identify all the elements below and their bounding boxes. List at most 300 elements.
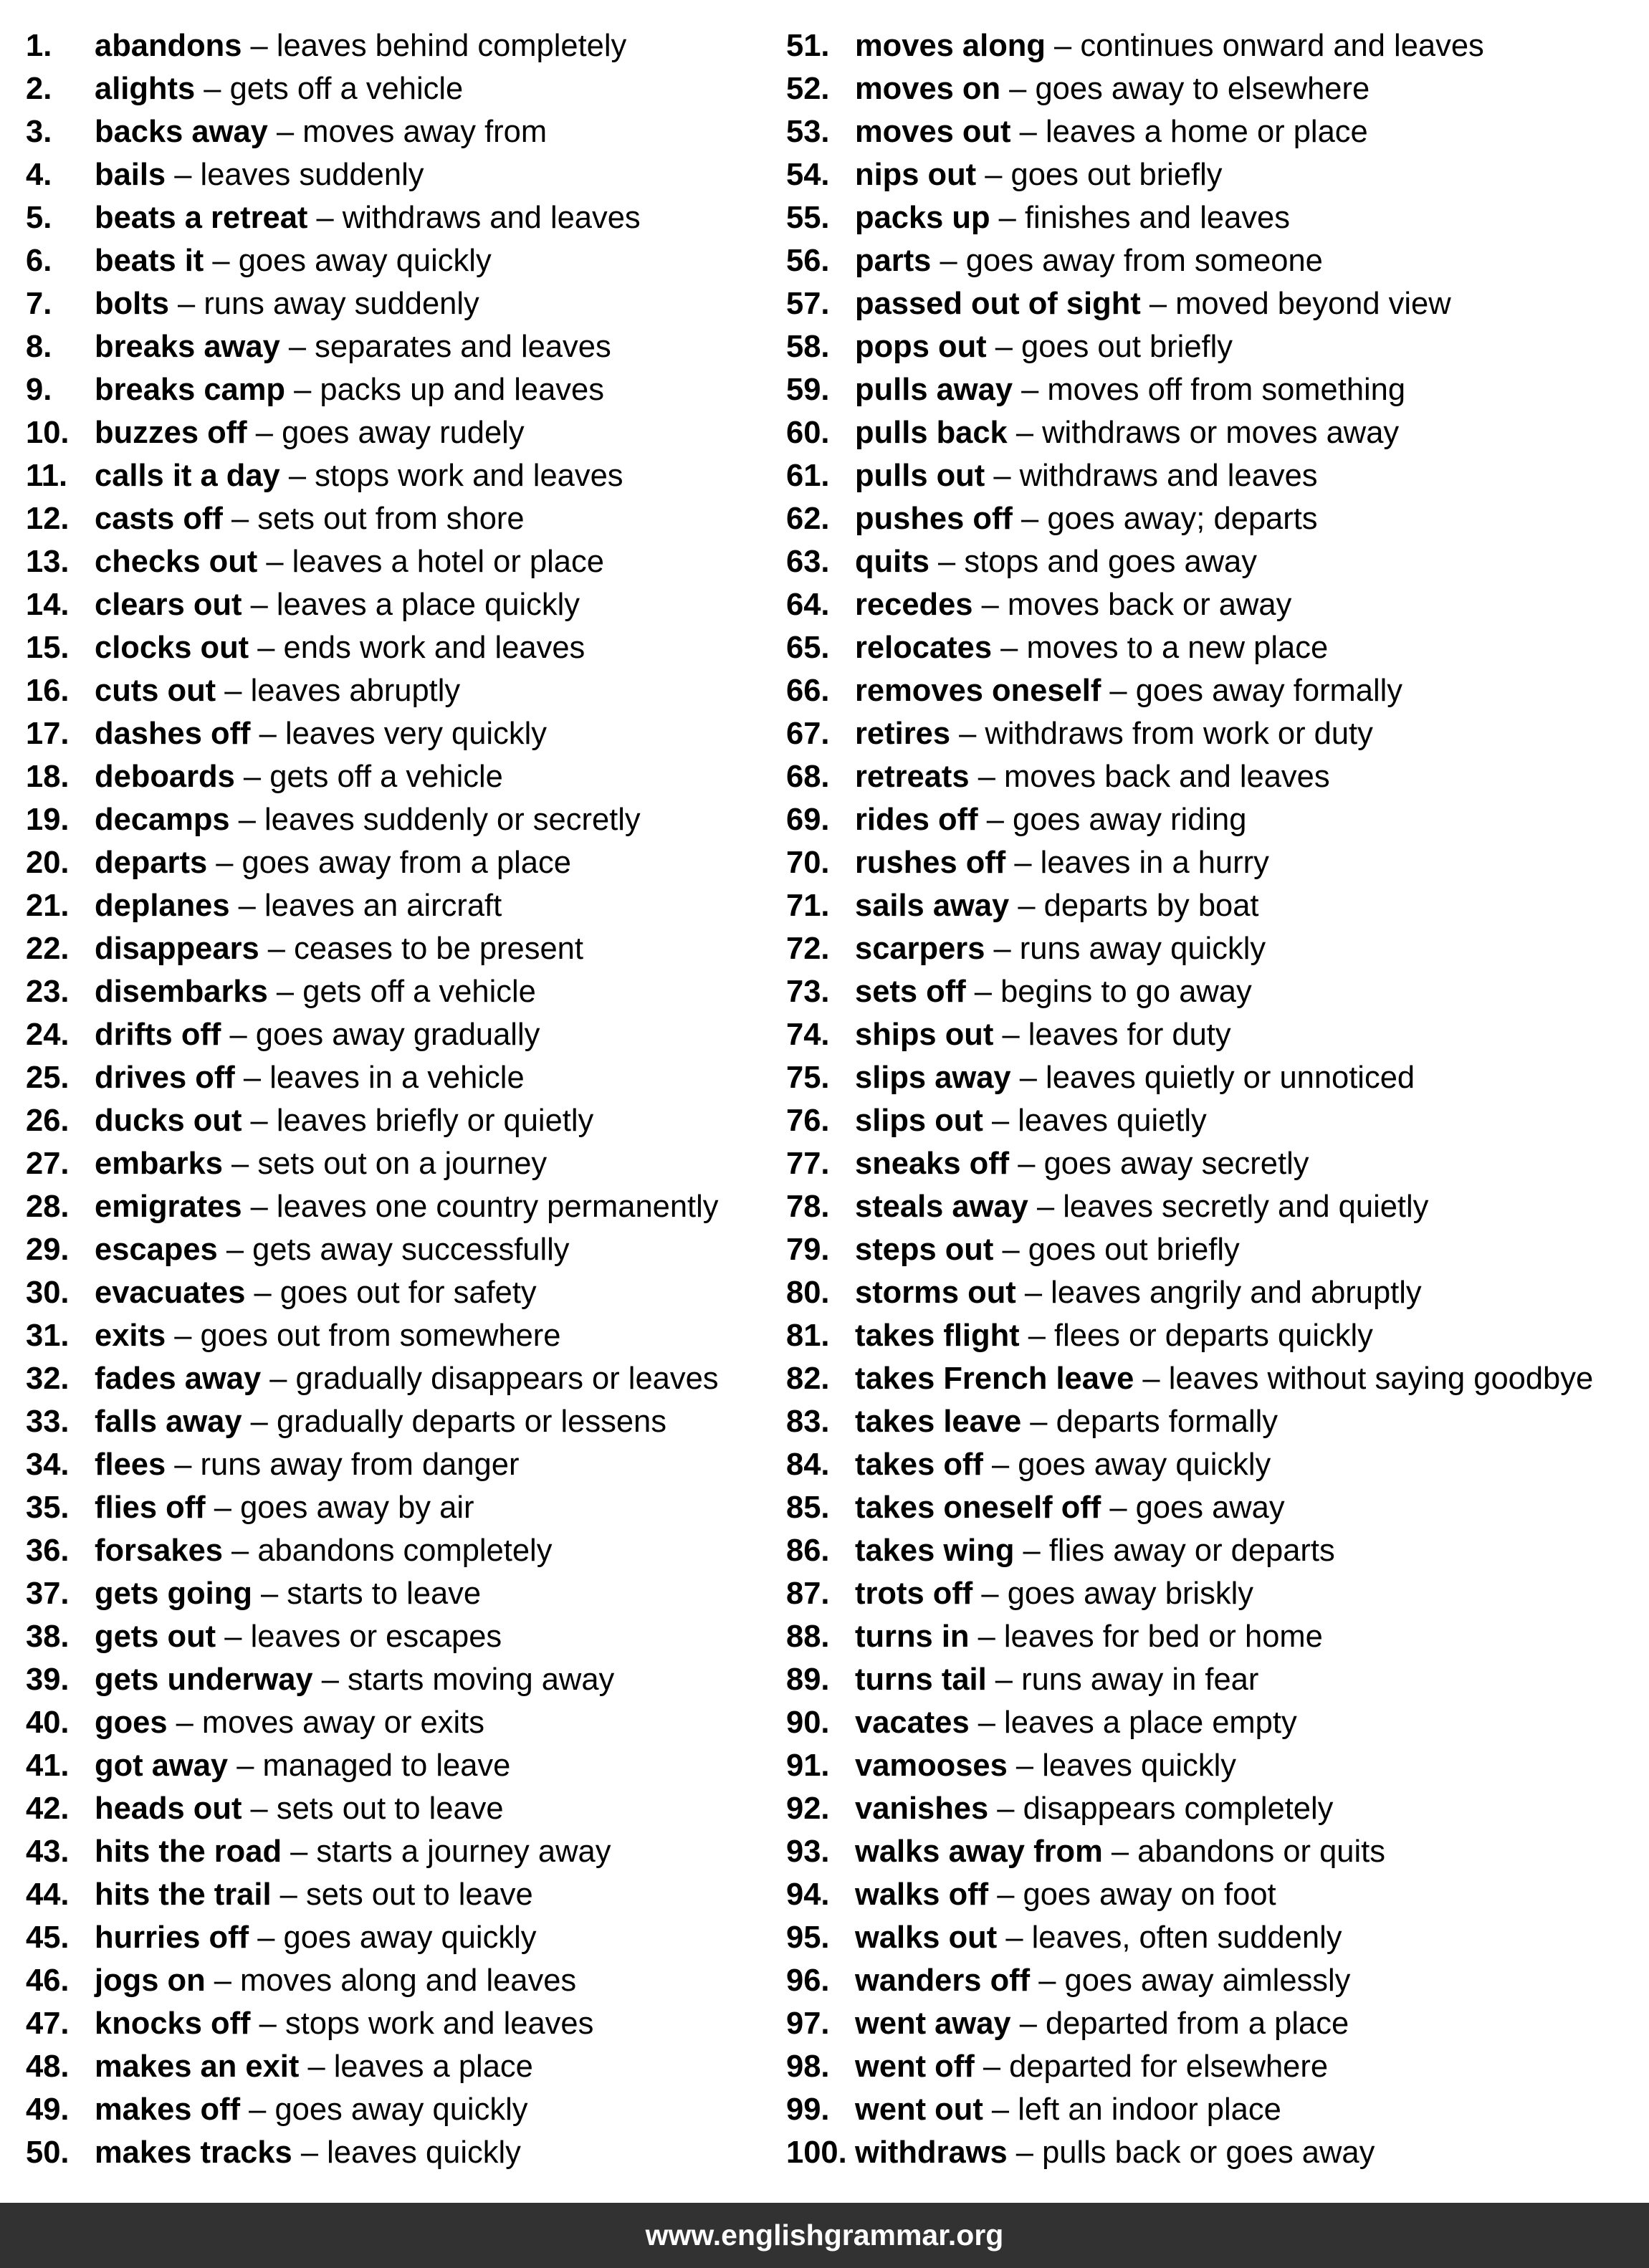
entry-separator: – xyxy=(1036,1190,1055,1224)
entry-term: moves along xyxy=(855,29,1046,63)
list-item xyxy=(26,1529,771,1572)
entry-separator: – xyxy=(316,201,334,235)
entry-definition: stops work and leaves xyxy=(315,459,623,493)
entry-number: 87. xyxy=(786,1576,830,1611)
entry-term: sneaks off xyxy=(855,1147,1010,1181)
list-item xyxy=(786,368,1639,411)
entry-separator: – xyxy=(1015,2135,1033,2170)
entry-number: 61. xyxy=(786,459,830,493)
entry-separator: – xyxy=(991,1104,1010,1138)
entry-number: 16. xyxy=(26,674,70,708)
entry-definition: leaves a hotel or place xyxy=(292,545,604,579)
entry-definition: finishes and leaves xyxy=(1024,201,1290,235)
entry-separator: – xyxy=(1002,1233,1020,1267)
entry-term: deboards xyxy=(95,760,235,794)
entry-term: ships out xyxy=(855,1018,994,1052)
entry-separator: – xyxy=(279,1877,297,1912)
entry-term: beats it xyxy=(95,244,204,278)
list-item xyxy=(26,2131,771,2174)
entry-definition: goes away quickly xyxy=(1018,1448,1271,1482)
list-item xyxy=(786,1529,1639,1572)
entry-term: takes off xyxy=(855,1448,983,1482)
entry-term: emigrates xyxy=(95,1190,242,1224)
entry-term: abandons xyxy=(95,29,242,63)
entry-definition: gets off a vehicle xyxy=(269,760,503,794)
entry-separator: – xyxy=(236,1748,254,1783)
list-item xyxy=(786,1787,1639,1830)
entry-definition: runs away from danger xyxy=(200,1448,520,1482)
list-item xyxy=(26,1873,771,1916)
entry-separator: – xyxy=(276,115,295,149)
entry-definition: gets away successfully xyxy=(252,1233,570,1267)
entry-term: decamps xyxy=(95,803,230,837)
entry-number: 3. xyxy=(26,115,52,149)
entry-number: 80. xyxy=(786,1276,830,1310)
entry-term: turns tail xyxy=(855,1662,987,1697)
entry-term: sets off xyxy=(855,975,966,1009)
entry-number: 94. xyxy=(786,1877,830,1912)
entry-term: turns in xyxy=(855,1619,970,1654)
list-item xyxy=(786,1314,1639,1357)
list-item xyxy=(26,1013,771,1056)
entry-number: 90. xyxy=(786,1705,830,1740)
entry-term: removes oneself xyxy=(855,674,1101,708)
entry-definition: starts a journey away xyxy=(316,1834,611,1869)
entry-definition: managed to leave xyxy=(262,1748,511,1783)
entry-separator: – xyxy=(249,2092,267,2127)
list-item xyxy=(26,411,771,454)
entry-definition: leaves a place xyxy=(333,2049,533,2084)
list-item xyxy=(786,153,1639,196)
entry-separator: – xyxy=(1038,1963,1056,1998)
entry-number: 4. xyxy=(26,158,52,192)
list-item xyxy=(26,1400,771,1443)
list-item xyxy=(786,2131,1639,2174)
entry-number: 13. xyxy=(26,545,70,579)
list-item xyxy=(786,1400,1639,1443)
entry-term: moves on xyxy=(855,72,1001,106)
entry-term: slips away xyxy=(855,1061,1011,1095)
entry-definition: goes away quickly xyxy=(283,1920,537,1955)
list-item xyxy=(786,970,1639,1013)
entry-term: beats a retreat xyxy=(95,201,308,235)
entry-separator: – xyxy=(250,588,268,622)
list-item xyxy=(786,712,1639,755)
entry-number: 28. xyxy=(26,1190,70,1224)
entry-separator: – xyxy=(981,588,999,622)
entry-term: hits the trail xyxy=(95,1877,272,1912)
list-item xyxy=(786,1873,1639,1916)
list-item xyxy=(26,1701,771,1744)
list-item xyxy=(786,1357,1639,1400)
entry-term: pulls away xyxy=(855,373,1013,407)
entry-term: steps out xyxy=(855,1233,994,1267)
entry-number: 99. xyxy=(786,2092,830,2127)
entry-separator: – xyxy=(250,1190,268,1224)
list-item xyxy=(786,1916,1639,1959)
entry-definition: goes away quickly xyxy=(274,2092,528,2127)
list-item xyxy=(786,1271,1639,1314)
entry-definition: goes away from a place xyxy=(242,846,571,880)
entry-separator: – xyxy=(216,846,234,880)
entry-definition: stops and goes away xyxy=(964,545,1257,579)
entry-separator: – xyxy=(978,1619,995,1654)
entry-term: dashes off xyxy=(95,717,251,751)
entry-number: 79. xyxy=(786,1233,830,1267)
entry-definition: sets out on a journey xyxy=(257,1147,548,1181)
list-item xyxy=(26,2002,771,2045)
list-item xyxy=(786,2045,1639,2088)
list-item xyxy=(26,841,771,884)
entry-definition: leaves angrily and abruptly xyxy=(1051,1276,1422,1310)
entry-definition: leaves in a vehicle xyxy=(269,1061,525,1095)
entry-number: 69. xyxy=(786,803,830,837)
entry-term: bolts xyxy=(95,287,169,321)
entry-term: takes French leave xyxy=(855,1362,1134,1396)
entry-number: 92. xyxy=(786,1791,830,1826)
entry-term: parts xyxy=(855,244,932,278)
entry-separator: – xyxy=(993,459,1011,493)
entry-number: 30. xyxy=(26,1276,70,1310)
list-item xyxy=(26,1357,771,1400)
entry-number: 57. xyxy=(786,287,830,321)
entry-definition: leaves one country permanently xyxy=(276,1190,719,1224)
entry-number: 66. xyxy=(786,674,830,708)
entry-definition: starts moving away xyxy=(347,1662,615,1697)
list-item xyxy=(786,1142,1639,1185)
entry-definition: leaves quietly or unnoticed xyxy=(1046,1061,1415,1095)
entry-number: 40. xyxy=(26,1705,70,1740)
list-item xyxy=(786,1658,1639,1701)
entry-definition: moves back or away xyxy=(1007,588,1292,622)
entry-separator: – xyxy=(1142,1362,1160,1396)
entry-number: 12. xyxy=(26,502,70,536)
entry-separator: – xyxy=(231,502,249,536)
footer-url: www.englishgrammar.org xyxy=(645,2219,1004,2252)
entry-definition: goes out briefly xyxy=(1021,330,1233,364)
entry-separator: – xyxy=(1028,1319,1046,1353)
entry-separator: – xyxy=(991,2092,1010,2127)
entry-definition: goes away by air xyxy=(240,1491,474,1525)
entry-definition: leaves behind completely xyxy=(276,29,627,63)
entry-definition: leaves secretly and quietly xyxy=(1063,1190,1429,1224)
entry-separator: – xyxy=(224,674,242,708)
entry-term: ducks out xyxy=(95,1104,242,1138)
entry-term: walks out xyxy=(855,1920,998,1955)
entry-definition: withdraws or moves away xyxy=(1042,416,1400,450)
entry-term: slips out xyxy=(855,1104,983,1138)
entry-term: gets out xyxy=(95,1619,216,1654)
entry-number: 42. xyxy=(26,1791,70,1826)
entry-definition: begins to go away xyxy=(1000,975,1252,1009)
list-item xyxy=(26,1314,771,1357)
entry-number: 34. xyxy=(26,1448,70,1482)
entry-separator: – xyxy=(204,72,221,106)
entry-definition: goes away on foot xyxy=(1023,1877,1276,1912)
list-item xyxy=(26,196,771,239)
entry-definition: goes away from someone xyxy=(965,244,1323,278)
entry-definition: moves off from something xyxy=(1047,373,1406,407)
entry-number: 35. xyxy=(26,1491,70,1525)
entry-term: knocks off xyxy=(95,2006,251,2041)
entry-term: retreats xyxy=(855,760,970,794)
entry-term: cuts out xyxy=(95,674,216,708)
list-item xyxy=(26,669,771,712)
list-item xyxy=(786,1056,1639,1099)
list-item xyxy=(26,970,771,1013)
entry-separator: – xyxy=(214,1491,231,1525)
entry-number: 29. xyxy=(26,1233,70,1267)
entry-term: makes an exit xyxy=(95,2049,300,2084)
list-item xyxy=(786,884,1639,927)
entry-term: breaks camp xyxy=(95,373,285,407)
entry-number: 44. xyxy=(26,1877,70,1912)
list-item xyxy=(786,1615,1639,1658)
entry-number: 17. xyxy=(26,717,70,751)
entry-number: 49. xyxy=(26,2092,70,2127)
entry-definition: sets out to leave xyxy=(305,1877,533,1912)
entry-definition: leaves suddenly or secretly xyxy=(264,803,641,837)
entry-term: went away xyxy=(855,2006,1011,2041)
entry-term: pulls out xyxy=(855,459,985,493)
entry-term: gets underway xyxy=(95,1662,313,1697)
entry-number: 58. xyxy=(786,330,830,364)
entry-term: trots off xyxy=(855,1576,973,1611)
entry-term: heads out xyxy=(95,1791,242,1826)
entry-separator: – xyxy=(1019,2006,1037,2041)
entry-separator: – xyxy=(1109,1491,1127,1525)
entry-definition: goes away rudely xyxy=(282,416,525,450)
entry-term: disembarks xyxy=(95,975,268,1009)
entry-definition: leaves without saying goodbye xyxy=(1168,1362,1594,1396)
entry-separator: – xyxy=(243,760,262,794)
entry-separator: – xyxy=(259,2006,277,2041)
entry-separator: – xyxy=(1014,846,1032,880)
entry-number: 14. xyxy=(26,588,70,622)
entry-number: 65. xyxy=(786,631,830,665)
entry-definition: disappears completely xyxy=(1023,1791,1334,1826)
entry-definition: sets out from shore xyxy=(257,502,525,536)
entry-term: recedes xyxy=(855,588,973,622)
list-item xyxy=(26,1142,771,1185)
entry-number: 25. xyxy=(26,1061,70,1095)
list-item xyxy=(26,153,771,196)
entry-definition: departs by boat xyxy=(1043,889,1259,923)
list-item xyxy=(26,497,771,540)
entry-term: disappears xyxy=(95,932,259,966)
entry-term: hurries off xyxy=(95,1920,249,1955)
entry-number: 8. xyxy=(26,330,52,364)
list-item xyxy=(786,1185,1639,1228)
list-item xyxy=(26,755,771,798)
entry-separator: – xyxy=(266,545,284,579)
entry-separator: – xyxy=(238,803,256,837)
entry-definition: stops work and leaves xyxy=(285,2006,594,2041)
entry-term: alights xyxy=(95,72,196,106)
entry-number: 33. xyxy=(26,1405,70,1439)
entry-separator: – xyxy=(991,1448,1010,1482)
entry-separator: – xyxy=(267,932,285,966)
entry-number: 53. xyxy=(786,115,830,149)
list-item xyxy=(786,2088,1639,2131)
entry-definition: gets off a vehicle xyxy=(302,975,536,1009)
entry-term: evacuates xyxy=(95,1276,246,1310)
list-item xyxy=(786,1744,1639,1787)
entry-separator: – xyxy=(997,1877,1015,1912)
entry-definition: departed from a place xyxy=(1045,2006,1349,2041)
entry-number: 41. xyxy=(26,1748,70,1783)
entry-definition: separates and leaves xyxy=(315,330,611,364)
entry-number: 19. xyxy=(26,803,70,837)
list-item xyxy=(26,325,771,368)
entry-term: takes flight xyxy=(855,1319,1020,1353)
entry-definition: leaves quickly xyxy=(327,2135,521,2170)
entry-separator: – xyxy=(959,717,977,751)
entry-term: drives off xyxy=(95,1061,235,1095)
entry-number: 63. xyxy=(786,545,830,579)
list-item xyxy=(786,1959,1639,2002)
entry-number: 77. xyxy=(786,1147,830,1181)
entry-number: 89. xyxy=(786,1662,830,1697)
list-item xyxy=(786,1701,1639,1744)
entry-separator: – xyxy=(1111,1834,1129,1869)
entry-definition: ends work and leaves xyxy=(283,631,585,665)
entry-term: checks out xyxy=(95,545,258,579)
entry-term: buzzes off xyxy=(95,416,247,450)
entry-definition: goes away quickly xyxy=(238,244,492,278)
entry-separator: – xyxy=(261,1576,279,1611)
entry-term: clears out xyxy=(95,588,242,622)
entry-separator: – xyxy=(998,201,1016,235)
list-item xyxy=(26,1959,771,2002)
list-item xyxy=(26,67,771,110)
list-item xyxy=(786,669,1639,712)
entry-number: 15. xyxy=(26,631,70,665)
list-item xyxy=(26,927,771,970)
entry-term: breaks away xyxy=(95,330,280,364)
entry-term: takes oneself off xyxy=(855,1491,1101,1525)
entry-number: 10. xyxy=(26,416,70,450)
entry-separator: – xyxy=(1021,373,1039,407)
list-item xyxy=(26,1271,771,1314)
entry-separator: – xyxy=(938,545,956,579)
entry-number: 46. xyxy=(26,1963,70,1998)
entry-number: 27. xyxy=(26,1147,70,1181)
entry-term: flies off xyxy=(95,1491,206,1525)
entry-separator: – xyxy=(290,1834,308,1869)
entry-number: 76. xyxy=(786,1104,830,1138)
entry-term: jogs on xyxy=(95,1963,206,1998)
entry-term: pops out xyxy=(855,330,987,364)
list-item xyxy=(26,24,771,67)
entry-separator: – xyxy=(250,1791,268,1826)
entry-definition: moves along and leaves xyxy=(240,1963,577,1998)
entry-number: 9. xyxy=(26,373,52,407)
entry-separator: – xyxy=(1000,631,1018,665)
entry-number: 24. xyxy=(26,1018,70,1052)
list-item xyxy=(786,325,1639,368)
list-item xyxy=(786,841,1639,884)
list-item xyxy=(786,454,1639,497)
list-item xyxy=(26,712,771,755)
entry-term: rushes off xyxy=(855,846,1006,880)
list-item xyxy=(786,1486,1639,1529)
list-item xyxy=(786,239,1639,282)
list-item xyxy=(786,411,1639,454)
entry-term: pulls back xyxy=(855,416,1008,450)
entry-number: 20. xyxy=(26,846,70,880)
entry-definition: goes away gradually xyxy=(255,1018,540,1052)
entry-term: makes tracks xyxy=(95,2135,292,2170)
list-item xyxy=(26,2088,771,2131)
entry-number: 88. xyxy=(786,1619,830,1654)
list-item xyxy=(26,2045,771,2088)
entry-separator: – xyxy=(1023,1533,1041,1568)
entry-term: wanders off xyxy=(855,1963,1031,1998)
list-item xyxy=(786,1013,1639,1056)
entry-term: takes wing xyxy=(855,1533,1015,1568)
entry-number: 51. xyxy=(786,29,830,63)
list-item xyxy=(26,1744,771,1787)
entry-term: relocates xyxy=(855,631,993,665)
entry-separator: – xyxy=(174,1319,192,1353)
entry-number: 60. xyxy=(786,416,830,450)
entry-separator: – xyxy=(231,1533,249,1568)
entry-definition: abandons or quits xyxy=(1137,1834,1385,1869)
entry-number: 26. xyxy=(26,1104,70,1138)
entry-term: walks away from xyxy=(855,1834,1103,1869)
entry-definition: departs formally xyxy=(1056,1405,1278,1439)
entry-definition: goes away; departs xyxy=(1047,502,1318,536)
entry-definition: leaves suddenly xyxy=(200,158,424,192)
list-item xyxy=(26,1916,771,1959)
entry-definition: withdraws from work or duty xyxy=(985,717,1373,751)
entry-separator: – xyxy=(255,416,273,450)
entry-term: fades away xyxy=(95,1362,262,1396)
entry-number: 6. xyxy=(26,244,52,278)
list-item xyxy=(786,1443,1639,1486)
entry-definition: pulls back or goes away xyxy=(1042,2135,1375,2170)
entry-number: 11. xyxy=(26,459,68,493)
entry-definition: leaves very quickly xyxy=(285,717,547,751)
entry-definition: ceases to be present xyxy=(294,932,583,966)
entry-separator: – xyxy=(224,1619,242,1654)
entry-number: 97. xyxy=(786,2006,830,2041)
list-item xyxy=(786,282,1639,325)
entry-number: 48. xyxy=(26,2049,70,2084)
entry-definition: leaves in a hurry xyxy=(1040,846,1269,880)
entry-number: 38. xyxy=(26,1619,70,1654)
entry-term: pushes off xyxy=(855,502,1013,536)
entry-term: went out xyxy=(855,2092,983,2127)
entry-number: 85. xyxy=(786,1491,830,1525)
entry-definition: sets out to leave xyxy=(276,1791,504,1826)
entry-number: 18. xyxy=(26,760,70,794)
entry-number: 2. xyxy=(26,72,52,106)
list-item xyxy=(26,282,771,325)
entry-number: 73. xyxy=(786,975,830,1009)
entry-number: 68. xyxy=(786,760,830,794)
entry-definition: goes away briskly xyxy=(1007,1576,1253,1611)
entry-definition: runs away in fear xyxy=(1021,1662,1259,1697)
entry-term: drifts off xyxy=(95,1018,221,1052)
entry-definition: leaves an aircraft xyxy=(264,889,502,923)
list-item xyxy=(26,110,771,153)
entry-separator: – xyxy=(1018,1147,1036,1181)
entry-separator: – xyxy=(257,631,275,665)
footer-bar xyxy=(0,2203,1649,2268)
entry-number: 91. xyxy=(786,1748,830,1783)
